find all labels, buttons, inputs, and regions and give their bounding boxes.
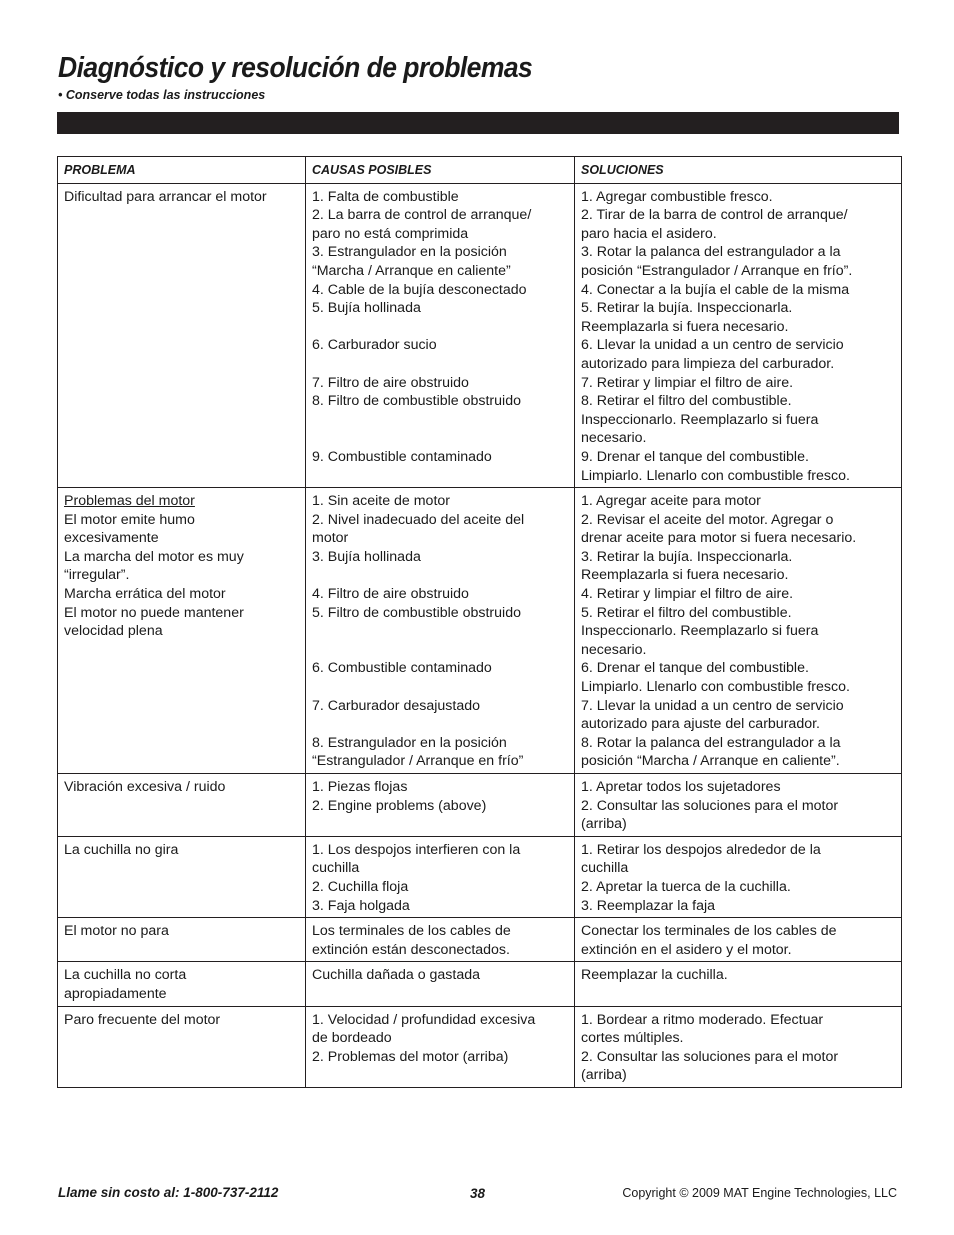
cell-line: Limpiarlo. Llenarlo con combustible fresco. (581, 467, 850, 484)
cell-line: 7. Retirar y limpiar el filtro de aire. (581, 374, 794, 391)
problem-cell (58, 1006, 306, 1087)
problem-heading: Problemas del motor (64, 493, 195, 510)
cell-line: de bordeado (312, 1030, 392, 1047)
cell-line: La cuchilla no gira (64, 841, 179, 858)
cell-line: 5. Filtro de combustible obstruido (312, 604, 521, 621)
causes-cell (306, 1006, 575, 1087)
causes-cell (306, 183, 575, 488)
cell-line: 2. Problemas del motor (arriba) (312, 1048, 509, 1065)
cell-line: Cuchilla dañada o gastada (312, 967, 481, 984)
cell-line: 3. Bujía hollinada (312, 548, 421, 565)
causes-cell (306, 962, 575, 1006)
cell-line: 1. Sin aceite de motor (312, 493, 451, 510)
cell-line: 8. Filtro de combustible obstruido (312, 393, 521, 410)
solutions-cell (575, 774, 902, 837)
cell-line: Limpiarlo. Llenarlo con combustible fresco. (581, 679, 850, 696)
problem-cell (58, 774, 306, 837)
line-spacer (312, 622, 568, 641)
cell-line: “irregular”. (64, 567, 130, 584)
cell-line: drenar aceite para motor si fuera necesario. (581, 530, 857, 547)
table-row (58, 962, 902, 1006)
column-header-causes: CAUSAS POSIBLES (306, 157, 575, 184)
cell-line: 1. Falta de combustible (312, 188, 459, 205)
solutions-cell (575, 1006, 902, 1087)
cell-line: 2. Nivel inadecuado del aceite del (312, 511, 525, 528)
line-spacer (312, 429, 568, 448)
cell-line: 1. Retirar los despojos alrededor de la (581, 841, 821, 858)
cell-line: 4. Filtro de aire obstruido (312, 586, 469, 603)
cell-line: 2. Cuchilla floja (312, 878, 409, 895)
cell-line: autorizado para ajuste del carburador. (581, 716, 820, 733)
cell-line: 1. Velocidad / profundidad excesiva (312, 1011, 536, 1028)
cell-line: El motor emite humo (64, 511, 195, 528)
causes-cell (306, 918, 575, 962)
cell-line: 5. Retirar el filtro del combustible. (581, 604, 792, 621)
cell-line: 1. Agregar combustible fresco. (581, 188, 773, 205)
cell-line: 2. Tirar de la barra de control de arranque/ (581, 207, 848, 224)
cell-line: Los terminales de los cables de (312, 923, 511, 940)
cell-line: 7. Filtro de aire obstruido (312, 374, 469, 391)
causes-cell (306, 836, 575, 917)
line-spacer (312, 641, 568, 660)
cell-line: necesario. (581, 641, 647, 658)
cell-line: Inspeccionarlo. Reemplazarlo si fuera (581, 411, 819, 428)
cell-line: 8. Estrangulador en la posición (312, 734, 507, 751)
footer-copyright: Copyright © 2009 MAT Engine Technologies, LLC (622, 1186, 897, 1200)
cell-line: Vibración excesiva / ruido (64, 779, 226, 795)
cell-line: Marcha errática del motor (64, 586, 226, 603)
cell-line: 2. Apretar la tuerca de la cuchilla. (581, 878, 791, 895)
cell-line: velocidad plena (64, 623, 163, 640)
cell-line: posición “Marcha / Arranque en caliente”. (581, 753, 840, 770)
column-header-problem: PROBLEMA (58, 157, 306, 184)
cell-line: Reemplazar la cuchilla. (581, 967, 728, 984)
cell-line: posición “Estrangulador / Arranque en frío”. (581, 262, 853, 279)
cell-line: extinción en el asidero y el motor. (581, 941, 792, 958)
cell-line: 3. Estrangulador en la posición (312, 244, 507, 261)
problem-cell (58, 918, 306, 962)
cell-line: Reemplazarla si fuera necesario. (581, 567, 789, 584)
cell-line: cuchilla (581, 860, 629, 877)
cell-line: 4. Conectar a la bujía el cable de la misma (581, 281, 850, 298)
cell-line: El motor no puede mantener (64, 604, 244, 621)
cell-line: Inspeccionarlo. Reemplazarlo si fuera (581, 623, 819, 640)
causes-cell (306, 488, 575, 774)
cell-line: 8. Rotar la palanca del estrangulador a la (581, 734, 841, 751)
page-title: Diagnóstico y resolución de problemas (58, 52, 533, 84)
cell-line: 1. Apretar todos los sujetadores (581, 779, 781, 795)
table-row (58, 836, 902, 917)
page-subtitle: • Conserve todas las instrucciones (58, 88, 266, 102)
problem-cell (58, 183, 306, 488)
cell-line: 2. Revisar el aceite del motor. Agregar o (581, 511, 834, 528)
cell-line: necesario. (581, 430, 647, 447)
table-row (58, 488, 902, 774)
problem-cell (58, 836, 306, 917)
cell-line: 1. Piezas flojas (312, 779, 408, 795)
cell-line: 3. Retirar la bujía. Inspeccionarla. (581, 548, 793, 565)
cell-line: (arriba) (581, 1067, 627, 1084)
cell-line: 8. Retirar el filtro del combustible. (581, 393, 792, 410)
cell-line: 3. Faja holgada (312, 897, 410, 914)
cell-line: excesivamente (64, 530, 159, 547)
cell-line: Reemplazarla si fuera necesario. (581, 318, 789, 335)
troubleshooting-table (57, 156, 902, 1088)
cell-line: 4. Cable de la bujía desconectado (312, 281, 527, 298)
cell-line: 2. Consultar las soluciones para el motor (581, 1048, 839, 1065)
solutions-cell (575, 183, 902, 488)
cell-line: Dificultad para arrancar el motor (64, 188, 267, 205)
cell-line: 1. Los despojos interfieren con la (312, 841, 521, 858)
cell-line: 6. Combustible contaminado (312, 660, 492, 677)
cell-line: “Estrangulador / Arranque en frío” (312, 753, 524, 770)
table-row (58, 774, 902, 837)
footer-phone: Llame sin costo al: 1-800-737-2112 (58, 1185, 279, 1200)
problem-cell (58, 488, 306, 774)
cell-line: (arriba) (581, 816, 627, 833)
solutions-cell (575, 962, 902, 1006)
cell-line: 2. La barra de control de arranque/ (312, 207, 532, 224)
cell-line: 3. Rotar la palanca del estrangulador a la (581, 244, 841, 261)
causes-cell (306, 774, 575, 837)
line-spacer (312, 715, 568, 734)
cell-line: Conectar los terminales de los cables de (581, 923, 837, 940)
line-spacer (312, 566, 568, 585)
cell-line: 7. Llevar la unidad a un centro de servicio (581, 697, 844, 714)
cell-line: 7. Carburador desajustado (312, 697, 480, 714)
cell-line: extinción están desconectados. (312, 941, 510, 958)
cell-line: 1. Bordear a ritmo moderado. Efectuar (581, 1011, 824, 1028)
cell-line: cuchilla (312, 860, 360, 877)
cell-line: Paro frecuente del motor (64, 1011, 221, 1028)
cell-line: cortes múltiples. (581, 1030, 684, 1047)
cell-line: autorizado para limpieza del carburador. (581, 355, 835, 372)
column-header-solutions: SOLUCIONES (575, 157, 902, 184)
cell-line: La marcha del motor es muy (64, 548, 244, 565)
line-spacer (312, 411, 568, 430)
cell-line: 1. Agregar aceite para motor (581, 493, 761, 510)
problem-cell (58, 962, 306, 1006)
cell-line: 6. Llevar la unidad a un centro de servicio (581, 337, 844, 354)
cell-line: El motor no para (64, 923, 169, 940)
line-spacer (312, 355, 568, 374)
cell-line: “Marcha / Arranque en caliente” (312, 262, 511, 279)
line-spacer (312, 678, 568, 697)
cell-line: paro hacia el asidero. (581, 225, 717, 242)
cell-line: 5. Retirar la bujía. Inspeccionarla. (581, 300, 793, 317)
cell-line: motor (312, 530, 349, 547)
cell-line: 2. Consultar las soluciones para el motor (581, 797, 839, 814)
cell-line: 6. Carburador sucio (312, 337, 437, 354)
cell-line: 6. Drenar el tanque del combustible. (581, 660, 809, 677)
solutions-cell (575, 918, 902, 962)
table-row (58, 1006, 902, 1087)
cell-line: 3. Reemplazar la faja (581, 897, 716, 914)
cell-line: 5. Bujía hollinada (312, 300, 421, 317)
cell-line: La cuchilla no corta (64, 967, 187, 984)
cell-line: paro no está comprimida (312, 225, 469, 242)
table-row (58, 918, 902, 962)
table-row (58, 183, 902, 488)
footer-page-number: 38 (470, 1186, 486, 1201)
cell-line: 2. Engine problems (above) (312, 797, 487, 814)
solutions-cell (575, 836, 902, 917)
cell-line: apropiadamente (64, 985, 167, 1002)
header-divider-bar (57, 112, 899, 134)
table-header-row (58, 157, 902, 184)
solutions-cell (575, 488, 902, 774)
cell-line: 4. Retirar y limpiar el filtro de aire. (581, 586, 794, 603)
cell-line: 9. Drenar el tanque del combustible. (581, 448, 809, 465)
cell-line: 9. Combustible contaminado (312, 448, 492, 465)
line-spacer (312, 318, 568, 337)
table-body (58, 183, 902, 1087)
